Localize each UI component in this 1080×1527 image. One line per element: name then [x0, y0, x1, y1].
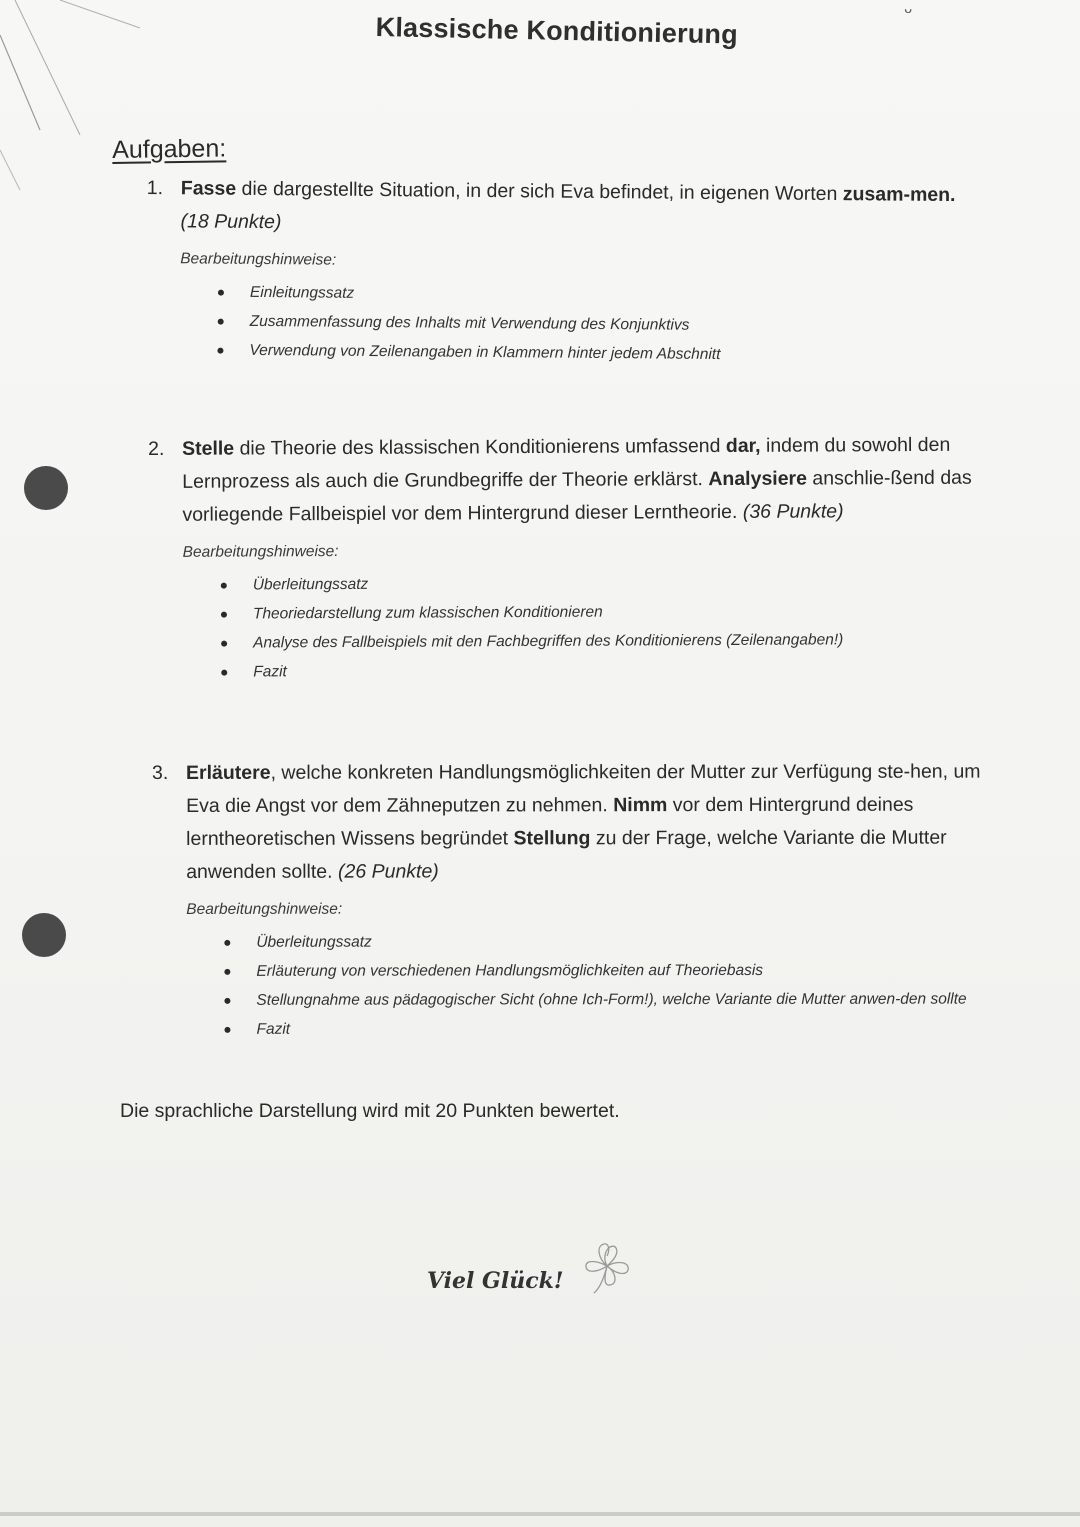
punch-hole-bottom: [22, 913, 66, 957]
task-number: 2.: [148, 437, 165, 460]
hint-label: Bearbeitungshinweise:: [180, 250, 337, 269]
task-text-segment: (18 Punkte): [180, 210, 282, 234]
task-text-segment: Nimm: [613, 794, 668, 817]
task-text-segment: Erläutere: [186, 761, 271, 784]
task-text-segment: dar,: [725, 434, 761, 457]
task-number: 3.: [152, 761, 169, 784]
task-text-segment: Stellung: [513, 827, 591, 850]
section-heading: Aufgaben:: [112, 134, 227, 164]
task-text-segment: , welche konkreten Handlungsmöglichkeiten der Mutter zur Verfügung ste-hen, um Eva die Angst vor dem Zähneputzen zu nehmen.: [186, 760, 981, 817]
clover-icon: [580, 1238, 634, 1296]
task-text-segment: (36 Punkte): [742, 500, 844, 523]
hint-label: Bearbeitungshinweise:: [182, 543, 339, 561]
task-text-segment: vor dem Hintergrund deines lerntheoretischen Wissens begründet: [186, 793, 914, 850]
task-text-segment: Analysiere: [708, 467, 808, 491]
task-text-segment: die Theorie des klassischen Konditionierens umfassend: [234, 434, 726, 460]
hint-item: Theoriedarstellung zum klassischen Konditionieren: [183, 596, 989, 629]
hint-list: [145, 277, 986, 371]
grading-note: Die sprachliche Darstellung wird mit 20 Punkten bewertet.: [120, 1100, 620, 1122]
hint-item: Einleitungssatz: [180, 277, 986, 313]
hint-item: Überleitungssatz: [183, 567, 989, 600]
hint-item: Erläuterung von verschiedenen Handlungsmöglichkeiten auf Theoriebasis: [186, 956, 992, 986]
task-text-segment: die dargestellte Situation, in der sich Eva befindet, in eigenen Worten: [236, 177, 843, 206]
page-title: Klassische Konditionierung: [375, 12, 739, 50]
hint-item: Zusammenfassung des Inhalts mit Verwendung des Konjunktivs: [180, 306, 986, 342]
task-text: [180, 172, 987, 245]
hint-list: [152, 927, 992, 1044]
task-text-segment: Stelle: [182, 437, 235, 460]
hint-item: Verwendung von Zeilenangaben in Klammern hinter jedem Abschnitt: [179, 335, 985, 371]
task-text: [182, 429, 989, 532]
task-number: 1.: [146, 176, 164, 200]
task-text-segment: Fasse: [180, 177, 237, 200]
task-1: [145, 172, 987, 371]
hint-label: Bearbeitungshinweise:: [186, 900, 343, 918]
hint-item: Stellungnahme aus pädagogischer Sicht (ohne Ich-Form!), welche Variante die Mutter anwen-den sollte: [186, 985, 992, 1015]
task-text-segment: (26 Punkte): [337, 860, 439, 883]
task-text-segment: zusam-men.: [842, 183, 956, 207]
hint-item: Fazit: [186, 1014, 992, 1044]
good-luck-text: Viel Glück!: [427, 1268, 564, 1294]
hint-item: Fazit: [183, 654, 989, 687]
task-text: [186, 756, 992, 889]
task-text-segment: anschlie-ßend das vorliegende Fallbeispiel vor dem Hintergrund dieser Lerntheorie.: [182, 466, 972, 526]
hint-list: [149, 567, 990, 687]
hint-item: Überleitungssatz: [186, 927, 992, 957]
task-3: [152, 756, 992, 1044]
punch-hole-top: [24, 466, 68, 510]
hint-item: Analyse des Fallbeispiels mit den Fachbegriffen des Konditionierens (Zeilenangaben!): [183, 625, 989, 658]
task-2: [148, 429, 989, 687]
task-text-segment: zu der Frage, welche Variante die Mutter anwenden sollte.: [186, 826, 947, 883]
task-text-segment: indem du sowohl den Lernprozess als auch die Grundbegriffe der Theorie erklärst.: [182, 433, 951, 493]
page-bottom-edge: [0, 1512, 1080, 1516]
corner-mark: ᴗ: [904, 0, 912, 16]
